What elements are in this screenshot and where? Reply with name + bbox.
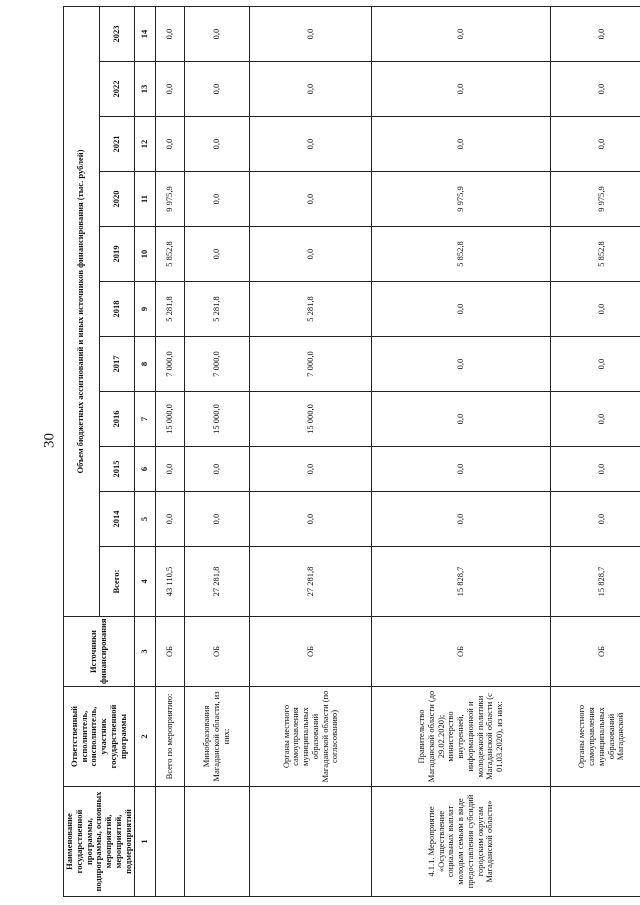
table-row — [184, 6, 250, 896]
header-year: 2022 — [99, 62, 135, 117]
row-value: 0,0 — [550, 117, 640, 172]
row-value: 15 000,0 — [250, 392, 372, 447]
row-value: 0,0 — [550, 492, 640, 547]
column-number: 14 — [135, 6, 156, 61]
row-value: 0,0 — [250, 6, 372, 61]
row-value: 0,0 — [372, 447, 550, 492]
row-value: 0,0 — [550, 392, 640, 447]
header-year: 2014 — [99, 492, 135, 547]
row-value: 0,0 — [550, 6, 640, 61]
column-number: 5 — [135, 492, 156, 547]
financing-table — [63, 6, 640, 897]
row-value: 0,0 — [372, 6, 550, 61]
row-value: 7 000,0 — [250, 337, 372, 392]
header-responsible: Ответственный исполнитель, соисполнитель, участник государственной программы — [64, 687, 135, 787]
row-responsible: Органы местного самоуправления муниципальных образований Магаданской области (по согласованию) — [250, 687, 372, 787]
row-value: 0,0 — [372, 117, 550, 172]
row-value: 0,0 — [550, 337, 640, 392]
header-volume: Объем бюджетных ассигнований и иных источников финансирования (тыс. рублей) — [64, 6, 100, 616]
row-value: 0,0 — [156, 117, 184, 172]
row-value: 0,0 — [156, 492, 184, 547]
column-number: 2 — [135, 687, 156, 787]
rotated-table-container — [63, 7, 626, 897]
row-value: 5 852,8 — [372, 227, 550, 282]
header-year: 2020 — [99, 172, 135, 227]
column-number: 8 — [135, 337, 156, 392]
column-number: 9 — [135, 282, 156, 337]
row-value: 5 281,8 — [184, 282, 250, 337]
column-number: 10 — [135, 227, 156, 282]
row-value: 5 852,8 — [550, 227, 640, 282]
row-responsible: Органы местного самоуправления муниципальных образований Магаданской — [550, 687, 640, 787]
row-responsible: Всего по мероприятию: — [156, 687, 184, 787]
row-source: ОБ — [184, 617, 250, 687]
row-value: 5 852,8 — [156, 227, 184, 282]
header-year: 2016 — [99, 392, 135, 447]
row-value: 9 975,9 — [550, 172, 640, 227]
row-responsible: Минобразования Магаданской области, из них: — [184, 687, 250, 787]
row-value: 0,0 — [184, 117, 250, 172]
row-value: 0,0 — [372, 337, 550, 392]
row-value: 0,0 — [550, 62, 640, 117]
column-number: 4 — [135, 547, 156, 617]
row-value: 9 975,9 — [156, 172, 184, 227]
row-responsible: Правительство Магаданской области (до 29.02.2020); министерство внутренней, информационной и молодежной политики Магаданской области (с 01.03.2020), из них: — [372, 687, 550, 787]
header-year: 2015 — [99, 447, 135, 492]
table-row — [156, 6, 184, 896]
row-name — [250, 787, 372, 897]
row-value: 0,0 — [250, 172, 372, 227]
row-total: 15 828,7 — [372, 547, 550, 617]
column-number: 11 — [135, 172, 156, 227]
row-value: 0,0 — [156, 447, 184, 492]
row-value: 0,0 — [250, 227, 372, 282]
column-number: 1 — [135, 787, 156, 897]
row-value: 5 281,8 — [250, 282, 372, 337]
column-number: 12 — [135, 117, 156, 172]
row-value: 0,0 — [550, 282, 640, 337]
row-value: 0,0 — [372, 62, 550, 117]
row-value: 0,0 — [372, 392, 550, 447]
event-name: 4.1.1. Мероприятие «Осуществление социальных выплат молодым семьям в виде предоставления субсидий городским округам Магаданской области» — [372, 787, 550, 897]
row-total: 15 828,7 — [550, 547, 640, 617]
header-year: 2023 — [99, 6, 135, 61]
row-value: 7 000,0 — [156, 337, 184, 392]
row-name — [550, 787, 640, 897]
row-value: 0,0 — [156, 62, 184, 117]
table-row — [550, 6, 640, 896]
row-value: 0,0 — [250, 117, 372, 172]
row-source: ОБ — [250, 617, 372, 687]
row-value: 0,0 — [184, 492, 250, 547]
row-name — [156, 787, 184, 897]
row-value: 9 975,9 — [372, 172, 550, 227]
row-source: ОБ — [372, 617, 550, 687]
row-name — [184, 787, 250, 897]
row-total: 43 110,5 — [156, 547, 184, 617]
row-value: 5 281,8 — [156, 282, 184, 337]
table-row — [372, 6, 550, 896]
row-source: ОБ — [156, 617, 184, 687]
row-value: 0,0 — [184, 172, 250, 227]
row-value: 0,0 — [550, 447, 640, 492]
row-value: 0,0 — [156, 6, 184, 61]
row-value: 0,0 — [250, 62, 372, 117]
header-year: 2021 — [99, 117, 135, 172]
row-value: 15 000,0 — [184, 392, 250, 447]
row-value: 0,0 — [250, 492, 372, 547]
header-year: 2019 — [99, 227, 135, 282]
row-total: 27 281,8 — [250, 547, 372, 617]
table-row — [250, 6, 372, 896]
page-number: 30 — [41, 433, 58, 448]
row-value: 7 000,0 — [184, 337, 250, 392]
row-value: 0,0 — [184, 447, 250, 492]
row-value: 0,0 — [372, 282, 550, 337]
header-name: Наименование государственной программы, подпрограммы, основных мероприятий, мероприятий, подмероприятий — [64, 787, 135, 897]
row-value: 15 000,0 — [156, 392, 184, 447]
row-source: ОБ — [550, 617, 640, 687]
column-number: 3 — [135, 617, 156, 687]
column-number: 7 — [135, 392, 156, 447]
column-number: 6 — [135, 447, 156, 492]
header-source: Источники финансирования — [64, 617, 135, 687]
header-year: 2018 — [99, 282, 135, 337]
row-total: 27 281,8 — [184, 547, 250, 617]
header-total: Всего: — [99, 547, 135, 617]
row-value: 0,0 — [184, 227, 250, 282]
row-value: 0,0 — [184, 62, 250, 117]
row-value: 0,0 — [372, 492, 550, 547]
row-value: 0,0 — [184, 6, 250, 61]
row-value: 0,0 — [250, 447, 372, 492]
header-year: 2017 — [99, 337, 135, 392]
column-number: 13 — [135, 62, 156, 117]
